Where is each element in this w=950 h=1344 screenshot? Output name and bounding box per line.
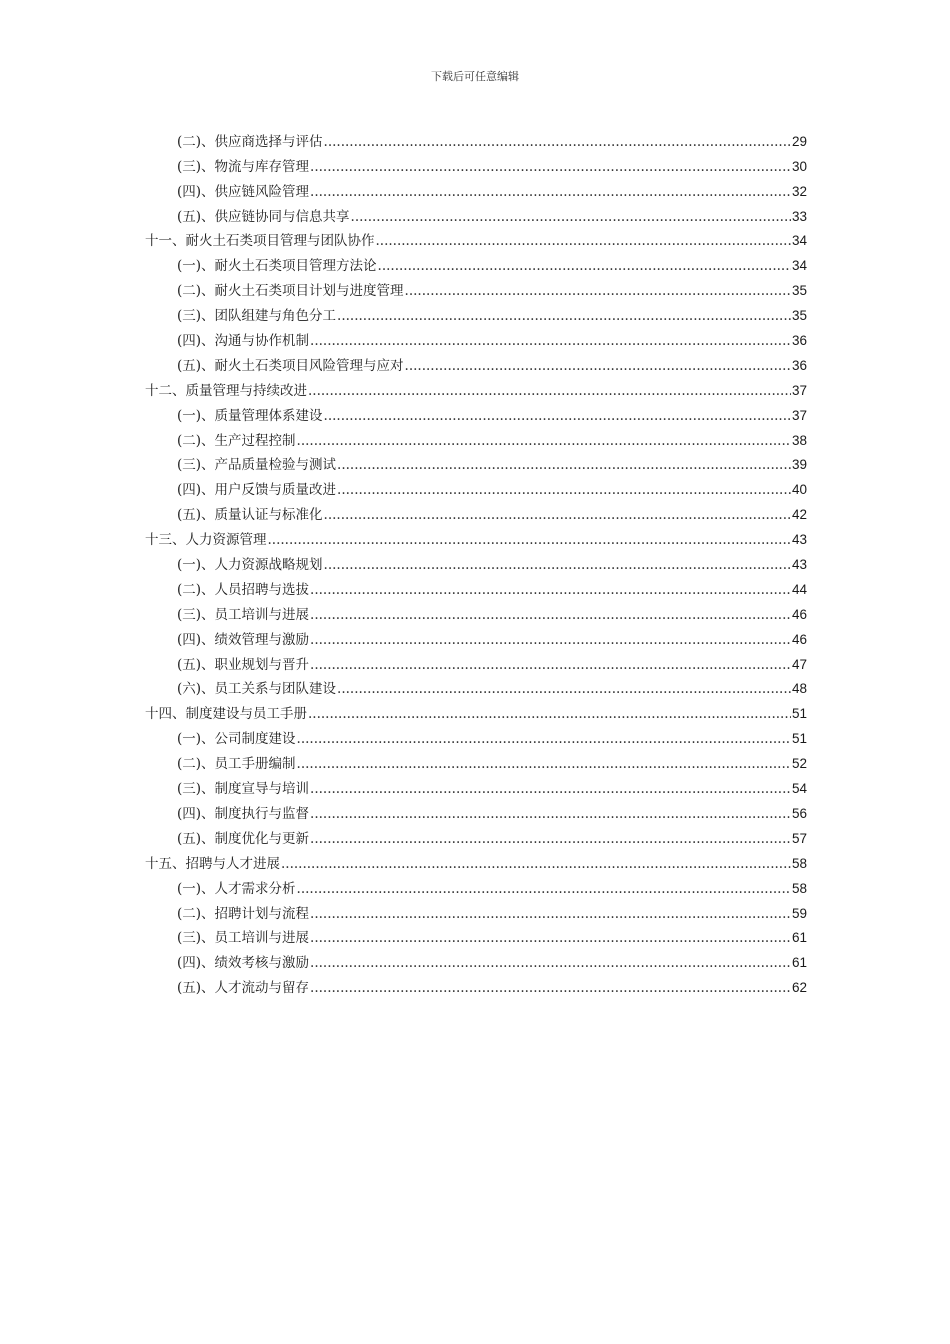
toc-entry-label: (五)、质量认证与标准化 [177,507,323,524]
toc-entry-label: (四)、供应链风险管理 [177,183,310,200]
toc-page-number: 43 [791,532,807,548]
toc-section-entry[interactable] [145,499,807,524]
toc-chapter-entry[interactable] [145,848,807,873]
toc-section-entry[interactable] [145,873,807,898]
page-header: 下载后可任意编辑 [431,70,519,83]
toc-dot-leader [378,257,791,275]
toc-section-entry[interactable] [145,823,807,848]
toc-section-entry[interactable] [145,723,807,748]
toc-dot-leader [310,954,791,972]
toc-entry-label: (二)、供应商选择与评估 [177,133,323,150]
toc-page-number: 47 [791,656,807,672]
toc-page-number: 34 [791,233,807,249]
toc-page-number: 48 [791,681,807,697]
toc-page-number: 35 [791,283,807,299]
toc-page-number: 34 [791,258,807,274]
toc-dot-leader [268,531,791,549]
toc-dot-leader [297,730,791,748]
toc-page-number: 57 [791,830,807,846]
toc-page-number: 40 [791,482,807,498]
toc-section-entry[interactable] [145,325,807,350]
toc-entry-label: 十四、制度建设与员工手册 [145,706,307,723]
toc-entry-label: (二)、招聘计划与流程 [177,905,310,922]
toc-dot-leader [324,133,791,151]
toc-entry-label: (三)、物流与库存管理 [177,158,310,175]
toc-page-number: 36 [791,357,807,373]
toc-page-number: 46 [791,631,807,647]
toc-page-number: 36 [791,333,807,349]
toc-page-number: 37 [791,407,807,423]
toc-entry-label: (五)、人才流动与留存 [177,980,310,997]
toc-entry-label: (四)、绩效管理与激励 [177,631,310,648]
toc-entry-label: (三)、团队组建与角色分工 [177,308,337,325]
toc-entry-label: (二)、生产过程控制 [177,432,296,449]
toc-entry-label: (二)、耐火土石类项目计划与进度管理 [177,283,404,300]
toc-dot-leader [376,232,791,250]
toc-dot-leader [351,208,791,226]
toc-dot-leader [337,307,791,325]
toc-section-entry[interactable] [145,201,807,226]
toc-entry-label: (一)、公司制度建设 [177,731,296,748]
toc-section-entry[interactable] [145,176,807,201]
toc-section-entry[interactable] [145,350,807,375]
toc-entry-label: (二)、员工手册编制 [177,756,296,773]
toc-dot-leader [337,456,791,474]
toc-dot-leader [310,332,791,350]
toc-dot-leader [308,382,791,400]
toc-chapter-entry[interactable] [145,375,807,400]
toc-chapter-entry[interactable] [145,226,807,251]
toc-section-entry[interactable] [145,923,807,948]
toc-section-entry[interactable] [145,748,807,773]
toc-dot-leader [310,780,791,798]
toc-page-number: 43 [791,557,807,573]
toc-section-entry[interactable] [145,574,807,599]
toc-section-entry[interactable] [145,798,807,823]
toc-dot-leader [337,481,791,499]
toc-section-entry[interactable] [145,773,807,798]
toc-page-number: 61 [791,930,807,946]
toc-entry-label: (一)、人力资源战略规划 [177,557,323,574]
toc-dot-leader [310,656,791,674]
toc-chapter-entry[interactable] [145,524,807,549]
toc-section-entry[interactable] [145,151,807,176]
toc-entry-label: (四)、沟通与协作机制 [177,333,310,350]
toc-page-number: 56 [791,805,807,821]
toc-section-entry[interactable] [145,599,807,624]
table-of-contents [145,126,807,997]
toc-page-number: 35 [791,308,807,324]
toc-page-number: 54 [791,781,807,797]
toc-page-number: 42 [791,507,807,523]
toc-section-entry[interactable] [145,649,807,674]
toc-dot-leader [310,929,791,947]
toc-dot-leader [310,805,791,823]
toc-section-entry[interactable] [145,450,807,475]
toc-page-number: 51 [791,706,807,722]
toc-dot-leader [310,158,791,176]
toc-dot-leader [297,755,791,773]
toc-section-entry[interactable] [145,898,807,923]
toc-section-entry[interactable] [145,674,807,699]
toc-dot-leader [310,830,791,848]
toc-entry-label: (六)、员工关系与团队建设 [177,681,337,698]
toc-entry-label: (四)、用户反馈与质量改进 [177,482,337,499]
toc-dot-leader [310,905,791,923]
toc-page-number: 59 [791,905,807,921]
toc-entry-label: (四)、绩效考核与激励 [177,955,310,972]
toc-dot-leader [297,432,791,450]
toc-page-number: 51 [791,731,807,747]
toc-dot-leader [310,606,791,624]
toc-entry-label: (二)、人员招聘与选拔 [177,581,310,598]
toc-section-entry[interactable] [145,972,807,997]
toc-entry-label: 十一、耐火土石类项目管理与团队协作 [145,233,375,250]
toc-page-number: 29 [791,133,807,149]
toc-entry-label: (一)、质量管理体系建设 [177,407,323,424]
toc-dot-leader [281,855,791,873]
toc-entry-label: (一)、耐火土石类项目管理方法论 [177,258,377,275]
toc-entry-label: (一)、人才需求分析 [177,880,296,897]
toc-entry-label: (五)、制度优化与更新 [177,830,310,847]
toc-dot-leader [308,705,791,723]
toc-entry-label: (五)、供应链协同与信息共享 [177,208,350,225]
toc-section-entry[interactable] [145,549,807,574]
toc-dot-leader [310,581,791,599]
toc-section-entry[interactable] [145,425,807,450]
toc-section-entry[interactable] [145,474,807,499]
toc-entry-label: 十五、招聘与人才进展 [145,855,280,872]
toc-entry-label: 十三、人力资源管理 [145,532,267,549]
toc-dot-leader [405,357,791,375]
toc-section-entry[interactable] [145,400,807,425]
toc-entry-label: (五)、职业规划与晋升 [177,656,310,673]
toc-page-number: 44 [791,581,807,597]
toc-section-entry[interactable] [145,275,807,300]
toc-page-number: 30 [791,158,807,174]
toc-dot-leader [405,282,791,300]
toc-section-entry[interactable] [145,947,807,972]
toc-entry-label: (三)、员工培训与进展 [177,606,310,623]
toc-entry-label: (五)、耐火土石类项目风险管理与应对 [177,357,404,374]
toc-page-number: 58 [791,855,807,871]
toc-page-number: 38 [791,432,807,448]
toc-dot-leader [337,680,791,698]
toc-page-number: 46 [791,606,807,622]
toc-entry-label: (三)、产品质量检验与测试 [177,457,337,474]
toc-section-entry[interactable] [145,300,807,325]
toc-dot-leader [324,407,791,425]
toc-page-number: 58 [791,880,807,896]
toc-entry-label: (三)、员工培训与进展 [177,930,310,947]
toc-page-number: 61 [791,955,807,971]
toc-entry-label: 十二、质量管理与持续改进 [145,382,307,399]
toc-page-number: 62 [791,980,807,996]
toc-page-number: 39 [791,457,807,473]
toc-entry-label: (三)、制度宣导与培训 [177,781,310,798]
toc-section-entry[interactable] [145,126,807,151]
toc-dot-leader [324,556,791,574]
toc-page-number: 33 [791,208,807,224]
toc-dot-leader [324,506,791,524]
toc-page-number: 32 [791,183,807,199]
toc-chapter-entry[interactable] [145,698,807,723]
toc-page-number: 52 [791,756,807,772]
toc-dot-leader [310,631,791,649]
toc-dot-leader [310,979,791,997]
toc-page-number: 37 [791,382,807,398]
toc-entry-label: (四)、制度执行与监督 [177,805,310,822]
toc-dot-leader [297,880,791,898]
toc-section-entry[interactable] [145,624,807,649]
toc-section-entry[interactable] [145,250,807,275]
toc-dot-leader [310,183,791,201]
